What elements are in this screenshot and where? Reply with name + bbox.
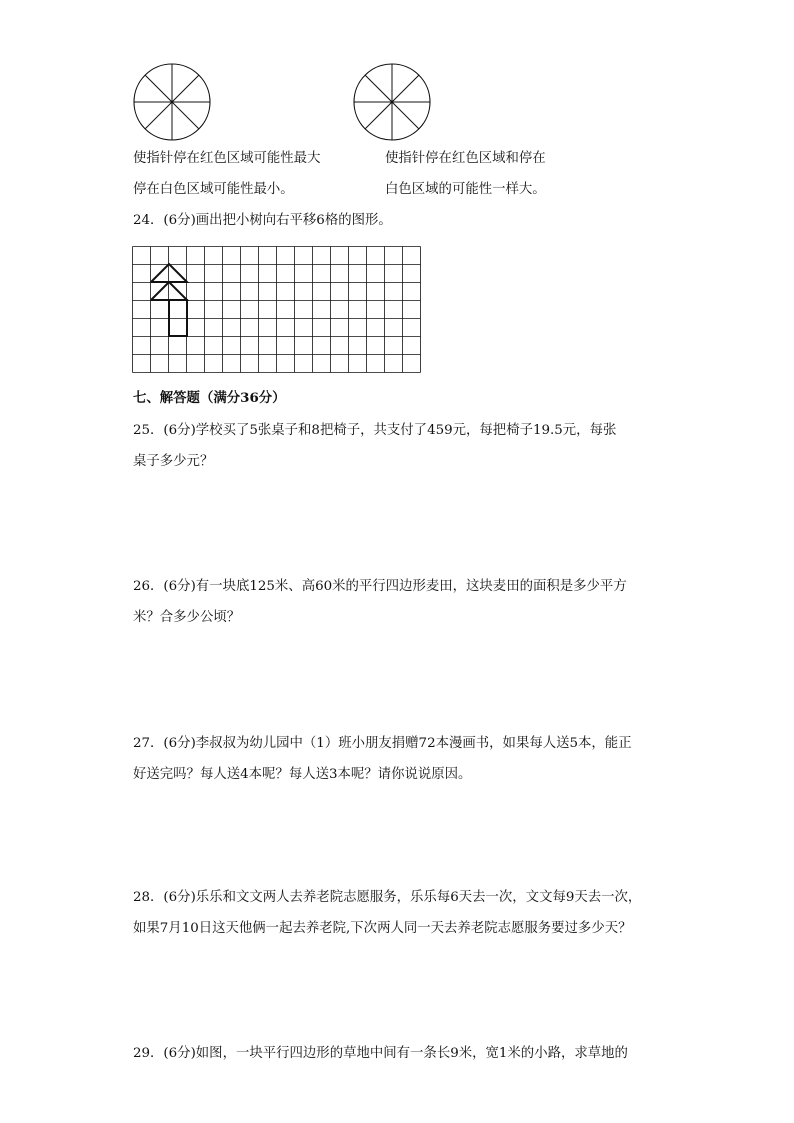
tree-top-triangle (151, 264, 187, 282)
question-27-line2: 好送完吗？每人送4本呢？每人送3本呢？请你说说原因。 (133, 767, 472, 782)
question-25-line2: 桌子多少元？ (133, 454, 214, 469)
question-28-line1: 28．(6分)乐乐和文文两人去养老院志愿服务，乐乐每6天去一次，文文每9天去一次， (133, 890, 642, 905)
question-29-line1: 29．(6分)如图，一块平行四边形的草地中间有一条长9米，宽1米的小路，求草地的 (133, 1046, 628, 1061)
question-27-line1: 27．(6分)李叔叔为幼儿园中（1）班小朋友捐赠72本漫画书，如果每人送5本，能正 (133, 736, 632, 751)
spinner-left (132, 62, 212, 142)
question-24: 24．(6分)画出把小树向右平移6格的图形。 (133, 213, 392, 228)
spinner-right-figure (352, 62, 432, 142)
spinner-right-caption-line1: 使指针停在红色区域和停在 (385, 151, 546, 166)
spinner-left-caption-line2: 停在白色区域可能性最小。 (133, 182, 294, 197)
question-26-line2: 米？合多少公顷？ (133, 610, 241, 625)
spinner-right (352, 62, 432, 142)
spinner-right-caption-line2: 白色区域的可能性一样大。 (385, 182, 546, 197)
grid-figure (132, 246, 423, 373)
translation-grid (132, 246, 423, 373)
section-7-title: 七、解答题（满分36分） (133, 390, 286, 406)
question-26-line1: 26．(6分)有一块底125米、高60米的平行四边形麦田，这块麦田的面积是多少平方 (133, 579, 627, 594)
grid-lines (133, 247, 421, 373)
tree-trunk (169, 300, 187, 336)
tree-middle-triangle (151, 282, 187, 300)
tree-figure (151, 264, 187, 336)
question-25-line1: 25．(6分)学校买了5张桌子和8把椅子，共支付了459元，每把椅子19.5元，每张 (133, 423, 617, 438)
spinner-left-caption-line1: 使指针停在红色区域可能性最大 (133, 151, 321, 166)
spinner-left-figure (132, 62, 212, 142)
question-28-line2: 如果7月10日这天他俩一起去养老院,下次两人同一天去养老院志愿服务要过多少天？ (133, 921, 632, 936)
